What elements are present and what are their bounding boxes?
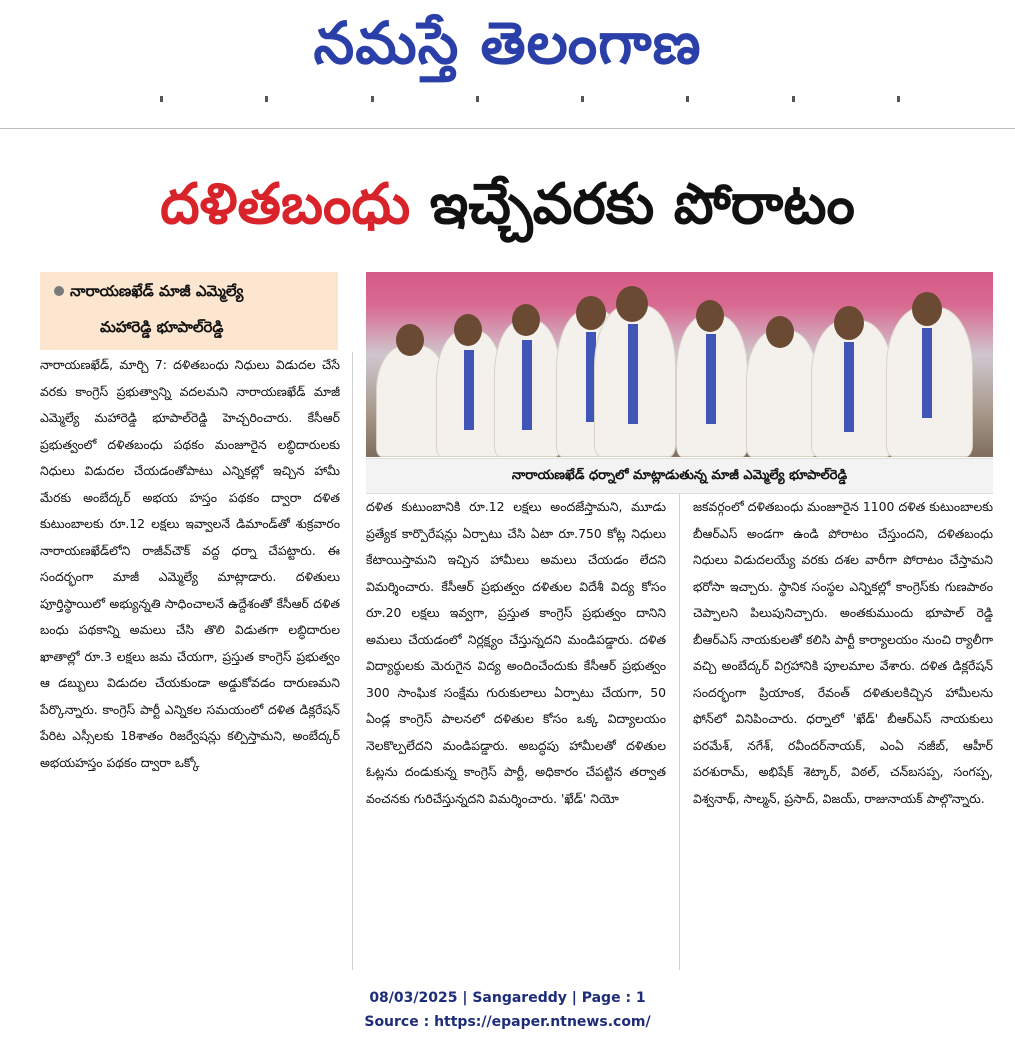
subheading-line-1: నారాయణఖేడ్ మాజీ ఎమ్మెల్యే [70,282,244,300]
column-divider [352,352,353,970]
footer-date-edition: 08/03/2025 | Sangareddy | Page : 1 [369,990,646,1006]
headline-highlight: దళితబంధు [160,172,411,237]
bullet-icon [54,286,64,296]
news-photo [366,272,993,457]
column-divider [679,494,680,970]
subheading-line-2: మహారెడ్డి భూపాల్‌రెడ్డి [100,318,224,336]
newspaper-logo: నమస్తే తెలంగాణ [313,9,702,77]
article-headline [0,150,1015,260]
subheading-box [40,272,338,350]
masthead-rule-marks [160,96,900,106]
photo-caption: నారాయణఖేడ్ ధర్నాలో మాట్లాడుతున్న మాజీ ఎమ్మెల్యే భూపాల్‌రెడ్డి [366,458,993,494]
footer-source-link[interactable]: Source : https://epaper.ntnews.com/ [364,1014,651,1030]
article-column-2: దళిత కుటుంబానికి రూ.12 లక్షలు అందజేస్తామని, మూడు ప్రత్యేక కార్పొరేషన్లు ఏర్పాటు చేసి ఏటా రూ.750 కోట్ల నిధులు కేటాయిస్తామని ఇచ్చిన హామీలు అమలు చేయడం లేదని విమర్శించారు. కేసీఆర్ ప్రభుత్వం దళితుల విదేశీ విద్య కోసం రూ.20 లక్షలు ఇవ్వగా, ప్రస్తుత కాంగ్రెస్ ప్రభుత్వం దానిని అమలు చేయడంలో నిర్లక్ష్యం చేస్తున్నదని మండిపడ్డారు. దళిత విద్యార్థులకు మెరుగైన విద్య అందించేందుకు కేసీఆర్ ప్రభుత్వం 300 సాంఘిక సంక్షేమ గురుకులాలు ఏర్పాటు చేయగా, 50 ఏండ్ల కాంగ్రెస్ పాలనలో దళితుల కోసం ఒక్క విద్యాలయం నెలకొల్పలేదని మండిపడ్డారు. అబద్ధపు హామీలతో దళితుల ఓట్లను దండుకున్న కాంగ్రెస్ పార్టీ, అధికారం చేపట్టిన తర్వాత వంచనకు గురిచేస్తున్నదని విమర్శించారు. 'ఖేడ్' నియో [366,499,666,806]
article-column-1: నారాయణఖేడ్, మార్చి 7: దళితబంధు నిధులు విడుదల చేసే వరకు కాంగ్రెస్ ప్రభుత్వాన్ని వదలమని నారాయణఖేడ్ మాజీ ఎమ్మెల్యే మహారెడ్డి భూపాల్‌రెడ్డి హెచ్చరించారు. కేసీఆర్ ప్రభుత్వంలో దళితబంధు పథకం మంజూరైన లబ్ధిదారులకు నిధులు విడుదల చేయడంతోపాటు ఎన్నికల్లో ఇచ్చిన హామీ మేరకు అంబేద్కర్ అభయ హస్తం పథకం ద్వారా దళిత కుటుంబాలకు రూ.12 లక్షలు ఇవ్వాలనే డిమాండ్‌తో శుక్రవారం నారాయణఖేడ్‌లోని రాజీవ్‌చౌక్ వద్ద ధర్నా చేపట్టారు. ఈ సందర్భంగా మాజీ ఎమ్మెల్యే మాట్లాడారు. దళితులు పూర్తిస్థాయిలో అభ్యున్నతి సాధించాలనే ఉద్దేశంతో కేసీఆర్ దళిత బంధు పథకాన్ని అమలు చేసి తొలి విడుతగా లబ్ధిదారుల ఖాతాల్లో రూ.3 లక్షలు జమ చేయగా, ప్రస్తుత కాంగ్రెస్ ప్రభుత్వం ఆ డబ్బులు విడుదల చేయకుండా అడ్డుకోవడం దారుణమని పేర్కొన్నారు. కాంగ్రెస్ పార్టీ ఎన్నికల సమయంలో దళిత డిక్లరేషన్ పేరిట ఎస్సీలకు 18శాతం రిజర్వేషన్లు కల్పిస్తామని, అంబేద్కర్ అభయహస్తం పథకం ద్వారా ఒక్కో [40,357,340,770]
headline-rest: ఇచ్చేవరకు పోరాటం [410,172,855,237]
masthead [0,0,1015,129]
article-column-3: జకవర్గంలో దళితబంధు మంజూరైన 1100 దళిత కుటుంబాలకు బీఆర్‌ఎస్ అండగా ఉండి పోరాటం చేస్తుందని, దళితబంధు నిధులు విడుదలయ్యే వరకు దశల వారీగా పోరాటం చేస్తామని భరోసా ఇచ్చారు. స్థానిక సంస్థల ఎన్నికల్లో కాంగ్రెస్‌కు గుణపాఠం చెప్పాలని పిలుపునిచ్చారు. అంతకుముందు భూపాల్ రెడ్డి బీఆర్‌ఎస్ నాయకులతో కలిసి పార్టీ కార్యాలయం నుంచి ర్యాలీగా వచ్చి అంబేద్కర్ విగ్రహానికి పూలమాల వేశారు. దళిత డిక్లరేషన్ సందర్భంగా ప్రియాంక, రేవంత్ దళితులకిచ్చిన హామీలను ఫోన్‌లో వినిపించారు. ధర్నాలో 'ఖేడ్' బీఆర్‌ఎస్ నాయకులు పరమేశ్, నగేశ్, రవీందర్‌నాయక్, ఎంఏ నజీబ్, ఆహీర్ పరశురామ్, అభిషేక్ శెట్కార్, విఠల్, చన్‌బసప్ప, సంగప్ప, విశ్వనాథ్, సాల్మన్, ప్రసాద్, విజయ్, రాజునాయక్ పాల్గొన్నారు. [693,499,993,806]
